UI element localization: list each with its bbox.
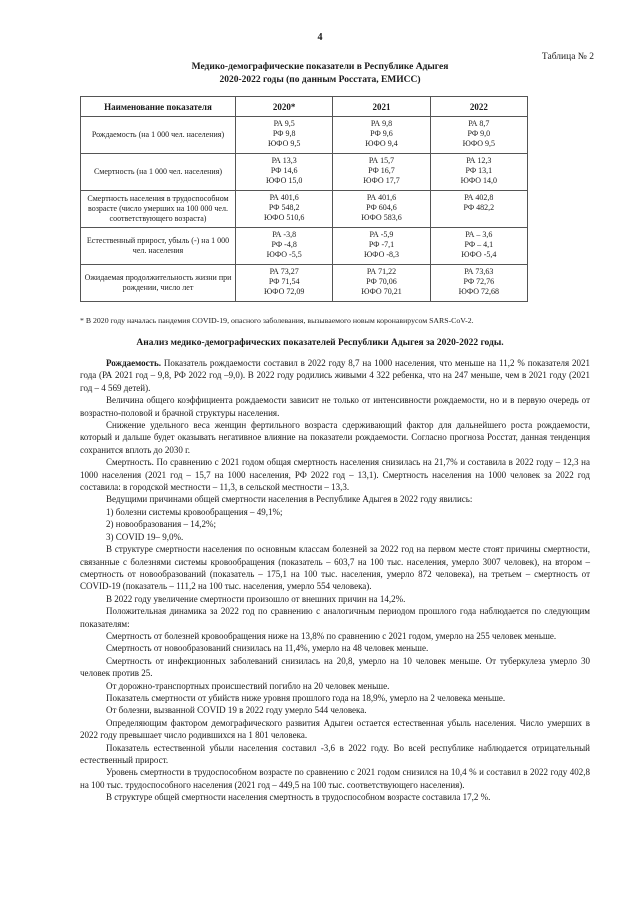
indicator-value: РА 402,8 — [464, 193, 494, 202]
indicator-value: РФ -7,1 — [368, 240, 395, 249]
table-row — [81, 265, 528, 302]
indicator-values-cell — [430, 265, 527, 302]
indicator-value: РА – 3,6 — [465, 230, 493, 239]
paragraph-text: Смертность от болезней кровообращения ниже на 13,8% по сравнению с 2021 годом, умерло на 255 человек меньше. — [106, 630, 557, 641]
table-title-line2: 2020-2022 годы (по данным Росстата, ЕМИСС) — [219, 75, 421, 85]
demographic-indicators-table — [80, 96, 528, 302]
indicator-value: РФ 9,6 — [370, 129, 393, 138]
paragraph-text: Показатель естественной убыли населения составил -3,6 в 2022 году. Во всей республике наблюдается отрицательный естественный прирост. — [80, 742, 590, 765]
indicator-value: ЮФО 70,21 — [361, 287, 402, 296]
body-paragraph — [80, 419, 590, 456]
body-paragraph — [80, 506, 590, 518]
body-paragraph — [80, 357, 590, 394]
paragraph-text: Смертность от новообразований снизилась на 11,4%, умерло на 48 человек меньше. — [106, 643, 429, 654]
paragraph-text: 3) COVID 19– 9,0%. — [106, 531, 184, 542]
body-paragraph — [80, 394, 590, 419]
table-row — [81, 117, 528, 154]
body-paragraph — [80, 593, 590, 605]
paragraph-text: Снижение удельного веса женщин фертильного возраста сдерживающий фактор для дальнейшего роста рождаемости, который и дальше будет оказывать негативное влияние на показатели рождаемости. Согласно прогноза Росстат, данная тенденция сохранится вплоть до 2030 г. — [80, 420, 590, 455]
body-paragraph — [80, 717, 590, 742]
paragraph-text: Уровень смертности в трудоспособном возрасте по сравнению с 2021 годом снизился на 10,4 % и составил в 2022 году 402,8 на 100 тыс. трудоспособного населения (2021 год – 449,5 на 100 тыс. соответствующего населения). — [80, 767, 590, 790]
indicator-value: РА 9,5 — [273, 119, 295, 128]
paragraph-text: Смертность от инфекционных заболеваний снизилась на 20,8, умерло на 10 человек меньше. От туберкулеза умерло 30 человек против 25. — [80, 655, 590, 679]
body-paragraph — [80, 655, 590, 680]
analysis-heading: Анализ медико-демографических показателей Республики Адыгея за 2020-2022 годы. — [136, 338, 504, 348]
indicator-value: ЮФО -5,5 — [266, 250, 302, 259]
indicator-value: ЮФО 14,0 — [460, 176, 498, 185]
paragraph-text: 2) новообразования – 14,2%; — [106, 519, 216, 530]
indicator-value: РФ 9,0 — [467, 129, 491, 138]
indicator-value: РФ – 4,1 — [464, 240, 494, 249]
body-paragraph — [80, 642, 590, 654]
indicator-value — [433, 213, 525, 223]
indicator-value: РФ 9,8 — [272, 129, 296, 138]
body-paragraph — [80, 605, 590, 630]
indicator-value: РА 9,8 — [370, 119, 393, 128]
indicator-value: РФ 16,7 — [368, 166, 395, 175]
header-2021: 2021 — [333, 97, 430, 117]
table-label: Таблица № 2 — [541, 52, 594, 62]
paragraph-text: От болезни, вызванной COVID 19 в 2022 году умерло 544 человека. — [106, 705, 367, 716]
indicator-value: РА -3,8 — [272, 230, 297, 239]
indicator-value: РФ 70,06 — [366, 277, 397, 286]
indicator-name: Естественный прирост, убыль (-) на 1 000 чел. населения — [81, 228, 236, 265]
indicator-values-cell — [333, 154, 430, 191]
paragraph-text: Величина общего коэффициента рождаемости зависит не только от интенсивности рождаемости, но и в первую очередь от возрастно-половой и брачной структуры населения. — [80, 395, 590, 418]
body-paragraph — [80, 456, 590, 493]
header-2020: 2020* — [236, 97, 333, 117]
indicator-value: РФ 604,6 — [366, 203, 397, 212]
indicator-value: РА 401,6 — [366, 193, 397, 202]
body-paragraph — [80, 630, 590, 642]
indicator-value: ЮФО -5,4 — [461, 250, 497, 259]
indicator-value: РФ 14,6 — [270, 166, 298, 175]
indicator-value: ЮФО 15,0 — [265, 176, 303, 185]
indicator-values-cell — [333, 228, 430, 265]
header-2022: 2022 — [430, 97, 527, 117]
body-paragraph — [80, 692, 590, 704]
paragraph-text: В структуре общей смертности населения смертность в трудоспособном возрасте составила 17,2 %. — [106, 792, 491, 803]
indicator-value: РФ 548,2 — [268, 203, 300, 212]
indicator-values-cell — [430, 191, 527, 228]
indicator-value: РА 401,6 — [269, 193, 299, 202]
body-paragraph — [80, 543, 590, 593]
body-paragraph — [80, 531, 590, 543]
indicator-value: ЮФО 9,5 — [462, 139, 496, 148]
table-row — [81, 154, 528, 191]
indicator-value: ЮФО -8,3 — [363, 250, 400, 259]
indicator-name: Рождаемость (на 1 000 чел. населения) — [81, 117, 236, 154]
body-paragraph — [80, 766, 590, 791]
indicator-value: РФ 72,76 — [463, 277, 495, 286]
indicator-values-cell — [333, 117, 430, 154]
header-indicator-name: Наименование показателя — [81, 97, 236, 117]
indicator-values-cell — [430, 154, 527, 191]
table-row — [81, 228, 528, 265]
table-title-line1: Медико-демографические показатели в Республике Адыгея — [191, 62, 449, 72]
body-paragraph — [80, 680, 590, 692]
indicator-value: РА 15,7 — [368, 156, 395, 165]
indicator-value: РФ 71,54 — [268, 277, 300, 286]
page-number: 4 — [317, 32, 323, 43]
body-paragraph — [80, 493, 590, 505]
paragraph-text: Показатель рождаемости составил в 2022 году 8,7 на 1000 населения, что меньше на 11,2 % показателя 2021 года (РА 2021 год – 9,8, РФ 2022 год –9,0). В 2022 году родились живыми 4 322 ребенка, что на 247 меньше, чем в 2021 году (2021 год – 4 569 детей). — [80, 358, 590, 393]
indicator-value: РА 12,3 — [466, 156, 492, 165]
indicator-name: Ожидаемая продолжительность жизни при рождении, число лет — [81, 265, 236, 302]
indicator-value: РФ 13,1 — [465, 166, 493, 175]
indicator-value: РФ 482,2 — [463, 203, 495, 212]
indicator-values-cell — [236, 228, 333, 265]
indicator-values-cell — [236, 117, 333, 154]
paragraph-text: Положительная динамика за 2022 год по сравнению с аналогичным периодом прошлого года наблюдается по следующим показателям: — [80, 606, 590, 629]
indicator-value: ЮФО 72,68 — [458, 287, 500, 296]
indicator-value: ЮФО 17,7 — [363, 176, 400, 185]
indicator-value: ЮФО 9,5 — [267, 139, 301, 148]
paragraph-lead: Рождаемость. — [106, 358, 162, 368]
indicator-value: РА 73,63 — [464, 267, 494, 276]
paragraph-text: В 2022 году увеличение смертности произошло от внешних причин на 14,2%. — [106, 593, 406, 604]
indicator-values-cell — [236, 265, 333, 302]
body-paragraph — [80, 704, 590, 716]
body-paragraph — [80, 742, 590, 767]
table-header-row — [81, 97, 528, 117]
paragraph-text: Ведущими причинами общей смертности населения в Республике Адыгея в 2022 году явились: — [106, 494, 473, 505]
indicator-values-cell — [333, 265, 430, 302]
indicator-name: Смертность (на 1 000 чел. населения) — [81, 154, 236, 191]
indicator-value: РА 73,27 — [269, 267, 299, 276]
indicator-value: ЮФО 72,09 — [263, 287, 305, 296]
table-row — [81, 191, 528, 228]
paragraph-text: Показатель смертности от убийств ниже уровня прошлого года на 18,9%, умерло на 2 человека меньше. — [106, 692, 506, 703]
indicator-values-cell — [430, 117, 527, 154]
indicator-values-cell — [430, 228, 527, 265]
indicator-value: РА 8,7 — [468, 119, 490, 128]
analysis-body — [80, 357, 590, 804]
indicator-value: РА 71,22 — [366, 267, 397, 276]
indicator-value: РА -5,9 — [369, 230, 394, 239]
paragraph-text: От дорожно-транспортных происшествий погибло на 20 человек меньше. — [106, 680, 390, 691]
indicator-values-cell — [333, 191, 430, 228]
paragraph-text: Смертность. По сравнению с 2021 годом общая смертность населения снизилась на 21,7% и составила в 2022 году – 12,3 на 1000 населения (2021 год – 15,7 на 1000 населения, РФ 2022 год – 13,1). Смертность населения на 1000 человек за 2022 год составила: в городской местности – 11,3, в сельской местности – 13,3. — [80, 457, 590, 493]
paragraph-text: Определяющим фактором демографического развития Адыгеи остается естественная убыль населения. Число умерших в 2022 году превышает число родившихся на 1 801 человека. — [80, 717, 590, 741]
indicator-value: ЮФО 583,6 — [361, 213, 402, 222]
body-paragraph — [80, 518, 590, 530]
paragraph-text: 1) болезни системы кровообращения – 49,1%; — [106, 506, 283, 517]
indicator-values-cell — [236, 191, 333, 228]
indicator-name: Смертность населения в трудоспособном возрасте (число умерших на 100 000 чел. соответствующего возраста) — [81, 191, 236, 228]
indicator-value: ЮФО 510,6 — [263, 213, 305, 222]
indicator-values-cell — [236, 154, 333, 191]
footnote: * В 2020 году началась пандемия COVID-19, опасного заболевания, вызываемого новым коронавирусом SARS-CoV-2. — [80, 316, 474, 325]
indicator-value: РА 13,3 — [271, 156, 297, 165]
indicator-value: РФ -4,8 — [271, 240, 297, 249]
indicator-value: ЮФО 9,4 — [365, 139, 398, 148]
paragraph-text: В структуре смертности населения по основным классам болезней за 2022 год на первом месте стоят причины смертности, связанные с болезнями системы кровообращения (показатель – 603,7 на 100 тыс. населения, умерло 3007 человек), на втором –смертность от новообразований (показатель – 175,1 на 100 тыс. населения, умерло 872 человека), на третьем – смертность от COVID-19 (показатель – 111,2 на 100 тыс. населения, умерло 554 человека). — [80, 544, 590, 592]
body-paragraph — [80, 791, 590, 803]
